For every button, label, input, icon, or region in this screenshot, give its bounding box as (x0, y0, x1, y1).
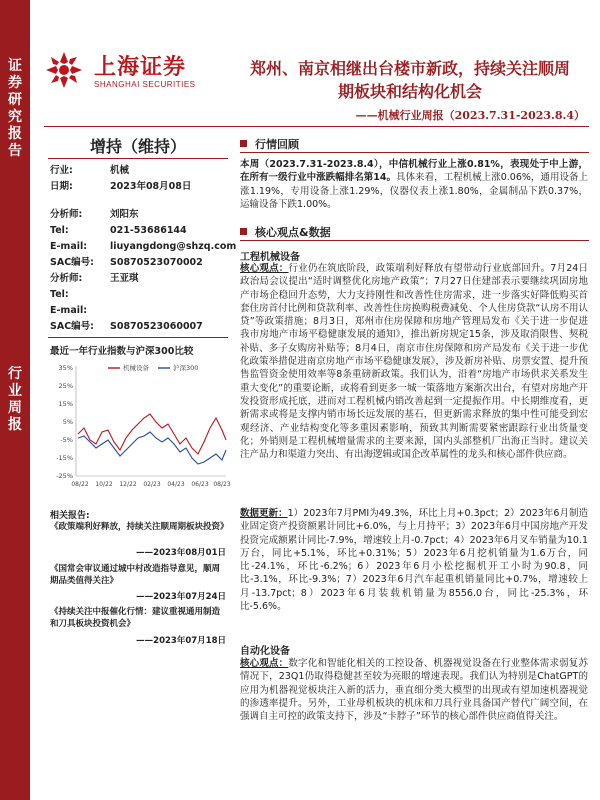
info-date: 日期: 2023年08月08日 (50, 181, 192, 192)
company-name-cn: 上海证券 (94, 54, 187, 80)
index-comparison-chart (48, 358, 231, 498)
y-tick: -5% (60, 436, 73, 444)
section-heading-market-review: 行情回顾 (240, 136, 299, 152)
info-industry: 行业: 机械 (50, 165, 130, 176)
y-tick: 15% (58, 400, 73, 408)
construction-core-view: 核心观点：行业仍在筑底阶段，政策端利好释放有望带动行业底部回升。7月24日政治局会议提出“适时调整优化房地产政策”；7月27日住建部表示要继续巩固房地产市场企稳回升态势，大力支持刚性和改善性住房需求，进一步落实好降低购买首套住房首付比例和贷款利率、改善性住房换购税费减免、个人住房贷款“认房不用认贷”等政策措施；8月3日，郑州市住房保障和房地产管理局发布《关于进一步促进我市房地产市场平稳健康发展的通知》，推出新房规定15条，涉及取消限售、契税补贴、多子女购房补贴等；8月4日，南京市住房保障和房产局发布《关于进一步优化政策举措促进南京房地产市场平稳健康发展》，涉及新房补贴、房票安置、提升预售监管资金使用效率等8条重磅新政策。我们认为，沿着“房地产市场供求关系发生重大变化”的重要论断，或将看到更多一城一策落地方案渐次出台，有望对房地产开发投资形成托底，进而对工程机械内销改善起到一定提振作用。中长期维度看，更新需求或将是支撑内销市场长远发展的基石，但更新需求释放的集中性可能受到宏观经济、产业结构变化等多重因素影响，预致其判断需要紧密跟踪行业出货量变化；外销则是工程机械增量需求的主要来源，国内头部整机厂出海正当时。建议关注产品力和渠道力突出、有出海逻辑或国企改革属性的龙头和核心部件供应商。 (240, 263, 588, 461)
info-divider (48, 337, 228, 338)
report-subtitle: ——机械行业周报（2023.7.31-2023.8.4） (355, 109, 585, 122)
y-tick: 25% (58, 382, 73, 390)
sidebar-report-kind: 行业周报 (8, 366, 22, 433)
rating: 增持（维持） (89, 137, 186, 156)
y-tick: 35% (58, 364, 73, 372)
chart-title: 最近一年行业指数与沪深300比较 (50, 346, 194, 357)
section-heading-core-views: 核心观点&数据 (240, 224, 331, 240)
y-tick: 5% (62, 418, 73, 426)
related-report-title[interactable]: 《持续关注中报催化行情：建议重视通用制造和刀具板块投资机会》 (50, 607, 221, 629)
x-tick: 08/23 (213, 481, 231, 488)
report-title: 郑州、南京相继出台楼市新政，持续关注顺周期板块和结构化机会 (249, 59, 570, 101)
section-divider (240, 240, 589, 241)
company-name-en: SHANGHAI SECURITIES (94, 80, 196, 89)
market-review-paragraph: 本周（2023.7.31-2023.8.4），中信机械行业上涨0.81%，表现处于中上游，在所有一级行业中涨跌幅排名第14。具体来看，工程机械上涨0.06%，通用设备上涨1.19%，专用设备上涨1.29%，仪器仪表上涨1.80%，金属制品下跌0.37%，运输设备下跌1.00%。 (240, 159, 588, 210)
related-report-date: ——2023年08月01日 (136, 548, 226, 558)
related-report-title[interactable]: 《国常会审议通过城中村改造指导意见，顺周期品类值得关注》 (50, 564, 221, 586)
header-divider (44, 126, 589, 127)
info-tel2: Tel: (50, 289, 69, 300)
info-email1: E-mail: liuyangdong@shzq.com (50, 241, 237, 252)
company-logo-icon (44, 50, 84, 90)
related-report-date: ——2023年07月18日 (136, 636, 226, 646)
info-email2: E-mail: (50, 305, 88, 316)
x-tick: 04/23 (167, 481, 185, 488)
company-logo (44, 50, 224, 96)
y-tick: -15% (56, 454, 73, 462)
x-tick: 06/23 (191, 481, 209, 488)
section-divider (240, 152, 589, 153)
subsection-heading-construction-machinery: 工程机械设备 (240, 252, 300, 263)
info-analyst2: 分析师: 王亚琪 (50, 273, 139, 284)
info-sac2: SAC编号: S0870523060007 (50, 321, 203, 332)
x-tick: 10/22 (95, 481, 113, 488)
x-tick: 08/22 (71, 481, 89, 488)
info-analyst1: 分析师: 刘阳东 (50, 209, 139, 220)
automation-core-view: 核心观点：数字化和智能化相关的工控设备、机器视觉设备在行业整体需求弱复苏情况下，23Q1仍取得稳健甚至较为亮眼的增速表现。我们认为特别是ChatGPT的应用为机器视觉板块注入新的活力，垂直细分类大模型的出现或有望加速机器视觉的渗透率提升。另外，工业母机板块的机床和刀具行业具备国产替代广阔空间，在强调自主可控的政策支持下，涉及“卡脖子”环节的核心部件供应商值得关注。 (240, 658, 588, 723)
legend-label-a: 机械设备 (123, 364, 149, 372)
info-sac1: SAC编号: S0870523070002 (50, 257, 203, 268)
x-tick: 02/23 (143, 481, 161, 488)
related-reports-heading: 相关报告: (50, 511, 90, 521)
related-report-date: ——2023年07月24日 (136, 592, 226, 602)
x-tick: 12/22 (119, 481, 137, 488)
sidebar (0, 0, 30, 800)
section-bullet-icon (240, 228, 247, 235)
related-report-title[interactable]: 《政策端利好释放，持续关注顺周期板块投资》 (50, 522, 229, 532)
legend-label-b: 沪深300 (173, 364, 199, 372)
section-bullet-icon (240, 140, 247, 147)
rating-divider-top (48, 158, 228, 159)
sidebar-report-type: 证券研究报告 (8, 58, 22, 159)
y-tick: -25% (56, 472, 73, 480)
construction-data-update: 数据更新：1）2023年7月PMI为49.3%，环比上月+0.3pct；2）2023年6月制造业固定资产投资额累计同比+6.0%，与上月持平；3）2023年6月中国房地产开发投资完成额累计同比-7.9%，增速较上月-0.7pct；4）2023年6月叉车销量为10.1万台，同比+5.1%，环比+0.31%；5）2023年6月挖机销量为1.6万台，同比-24.1%，环比-6.2%；6）2023年6月小松挖掘机开工小时为90.8，同比-3.1%，环比-9.3%；7）2023年6月汽车起重机销量同比+0.7%，增速较上月-13.7pct；8）2023年6月装载机销量为8556.0台，同比-25.3%，环比-5.6%。 (240, 508, 588, 613)
info-tel1: Tel: 021-53686144 (50, 225, 187, 236)
subsection-heading-automation: 自动化设备 (240, 646, 290, 657)
